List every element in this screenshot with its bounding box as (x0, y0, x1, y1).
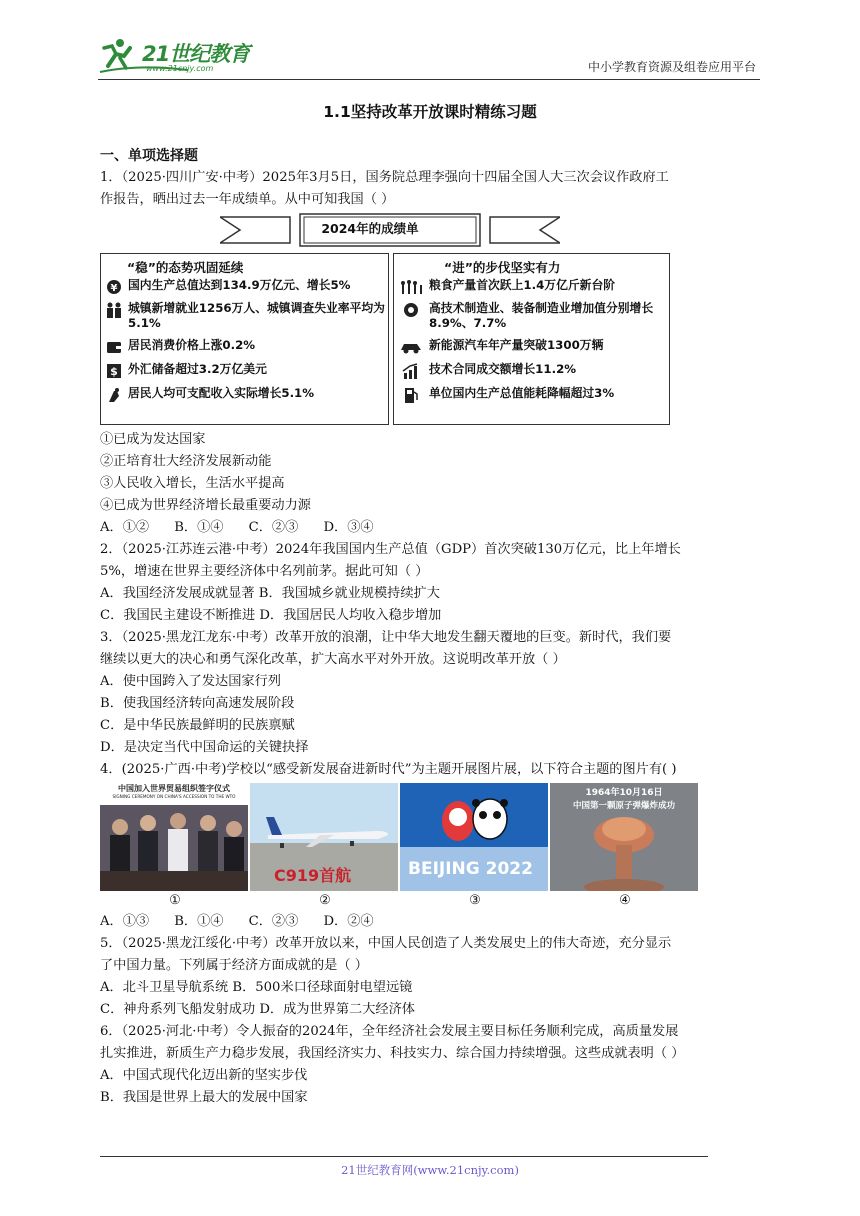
progress-item: 新能源汽车年产量突破1300万辆 (398, 338, 603, 356)
stability-item: ¥ 国内生产总值达到134.9万亿元、增长5% (105, 278, 351, 296)
main-content (100, 145, 765, 1109)
beijing-2022-photo (400, 783, 548, 891)
footer-text: 21世纪教育网(www.21cnjy.com) (341, 1163, 519, 1177)
page-header (98, 36, 760, 80)
stability-item: $ 外汇储备超过3.2万亿美元 (105, 362, 267, 380)
q6-answer: A．中国式现代化迈出新的坚实步伐 (100, 1068, 308, 1083)
q2-answer-row: C．我国民主建设不断推进 D．我国居民人均收入稳步增加 (100, 608, 442, 623)
q4-photo-strip (100, 783, 700, 911)
photo-label: ④ (619, 893, 631, 908)
people-icon (105, 301, 123, 319)
q6-stem-line2: 扎实推进，新质生产力稳步发展，我国经济实力、科技实力、综合国力持续增强。这些成就表明（ ） (100, 1046, 685, 1061)
q1-stem-line1: 1．（2025·四川广安·中考）2025年3月5日，国务院总理李强向十四届全国人大三次会议作政府工 (100, 170, 669, 185)
score-card (100, 213, 670, 427)
progress-item: 技术合同成交额增长11.2% (398, 362, 576, 380)
score-card-banner: 2024年的成绩单 (321, 221, 419, 236)
q3-stem-line2: 继续以更大的决心和勇气深化改革，扩大高水平对外开放。这说明改革开放（ ） (100, 652, 566, 667)
q5-stem-line1: 5．（2025·黑龙江绥化·中考）改革开放以来，中国人民创造了人类发展史上的伟大奇迹，充分显示 (100, 936, 672, 951)
q6-answer: B．我国是世界上最大的发展中国家 (100, 1090, 308, 1105)
q3-answer: D．是决定当代中国命运的关键抉择 (100, 740, 309, 755)
progress-item: 粮食产量首次跃上1.4万亿斤新台阶 (398, 278, 615, 296)
photo-label: ③ (469, 893, 481, 908)
grain-icon (398, 278, 424, 296)
q4-answers: A．①③ B．①④ C．②③ D．②④ (100, 914, 374, 929)
fuel-icon (398, 386, 424, 404)
stability-item: 居民消费价格上涨0.2% (105, 338, 255, 356)
q4-stem-line1: 4．(2025·广西·中考)学校以“感受新发展奋进新时代”为主题开展图片展，以下符合主题的图片有( ) (100, 762, 677, 777)
q1-option: ④已成为世界经济增长最重要动力源 (100, 498, 311, 513)
page-title: 1.1坚持改革开放课时精练习题 (323, 103, 537, 121)
progress-item: 单位国内生产总值能耗降幅超过3% (398, 386, 614, 404)
footer-divider (100, 1156, 708, 1157)
q1-option: ②正培育壮大经济发展新动能 (100, 454, 272, 469)
q5-stem-line2: 了中国力量。下列属于经济方面成就的是（ ） (100, 958, 368, 973)
q2-stem-line2: 5%，增速在世界主要经济体中名列前茅。据此可知（ ） (100, 564, 429, 579)
stability-title: “稳”的态势巩固延续 (127, 260, 244, 275)
wto-signing-photo: 中国加入世界贸易组织签字仪式 SIGNING CEREMONY ON CHINA'S ACCESSION TO THE WTO (100, 783, 248, 891)
wallet-icon (105, 338, 123, 356)
progress-title: “进”的步伐坚实有力 (444, 260, 561, 275)
c919-text: C919首航 (274, 866, 352, 885)
q2-stem-line1: 2．（2025·江苏连云港·中考）2024年我国国内生产总值（GDP）首次突破130万亿元，比上年增长 (100, 542, 681, 557)
coin-icon (105, 278, 123, 296)
q1-answers: A．①② B．①④ C．②③ D．③④ (100, 520, 374, 535)
q1-option: ①已成为发达国家 (100, 432, 206, 447)
car-icon (398, 338, 424, 356)
stability-item: 城镇新增就业1256万人、城镇调查失业率平均为5.1% (105, 301, 385, 331)
stability-item: 居民人均可支配收入实际增长5.1% (105, 386, 314, 404)
svg-text:¥: ¥ (110, 283, 118, 294)
beijing-2022-text: BEIJING 2022 (408, 859, 533, 879)
progress-panel (393, 253, 670, 425)
site-logo (98, 36, 268, 76)
q6-stem-line1: 6．（2025·河北·中考）令人振奋的2024年，全年经济社会发展主要目标任务顺利完成，高质量发展 (100, 1024, 679, 1039)
signing-crowd-icon (100, 805, 248, 891)
q2-answer-row: A．我国经济发展成就显著 B．我国城乡就业规模持续扩大 (100, 586, 440, 601)
section-heading: 一、单项选择题 (100, 148, 198, 164)
atomic-bomb-photo: 1964年10月16日 中国第一颗原子弹爆炸成功 (550, 783, 698, 891)
q3-answer: B．使我国经济转向高速发展阶段 (100, 696, 295, 711)
progress-item: 高技术制造业、装备制造业增加值分别增长8.9%、7.7% (398, 301, 664, 331)
chart-icon (398, 362, 424, 380)
dollar-icon (105, 362, 123, 380)
photo-label: ② (319, 893, 331, 908)
q5-answer-row: C．神舟系列飞船发射成功 D．成为世界第二大经济体 (100, 1002, 415, 1017)
photo-label: ① (169, 893, 181, 908)
stability-panel (100, 253, 389, 425)
c919-flight-photo (250, 783, 398, 891)
header-platform-text: 中小学教育资源及组卷应用平台 (587, 60, 756, 74)
q3-answer: A．使中国跨入了发达国家行列 (100, 674, 281, 689)
gear-icon (398, 301, 424, 319)
q1-option: ③人民收入增长，生活水平提高 (100, 476, 285, 491)
svg-text:$: $ (110, 365, 118, 378)
q3-answer: C．是中华民族最鲜明的民族禀赋 (100, 718, 295, 733)
q3-stem-line1: 3．（2025·黑龙江龙东·中考）改革开放的浪潮，让中华大地发生翻天覆地的巨变。新时代，我们要 (100, 630, 672, 645)
logo-text: 21世纪教育 (142, 42, 250, 66)
hand-icon (105, 386, 123, 404)
q1-stem-line2: 作报告，晒出过去一年成绩单。从中可知我国（ ） (100, 192, 395, 207)
q5-answer-row: A．北斗卫星导航系统 B．500米口径球面射电望远镜 (100, 980, 413, 995)
logo-url: www.21cnjy.com (146, 64, 214, 73)
